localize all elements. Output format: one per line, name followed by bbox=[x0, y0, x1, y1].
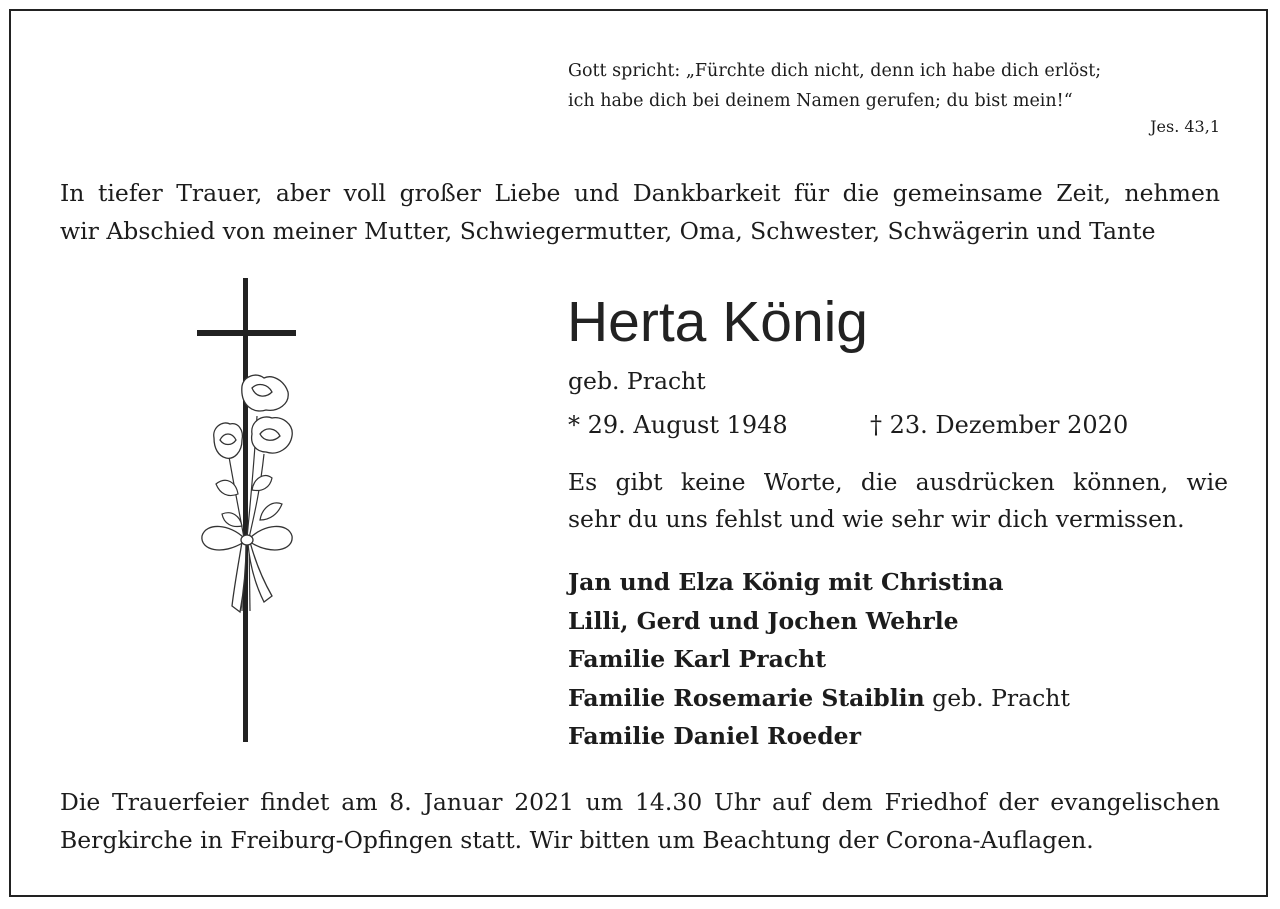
birth-date: * 29. August 1948 bbox=[568, 411, 788, 439]
funeral-info bbox=[60, 783, 1220, 859]
mourner-line: Familie Rosemarie Staiblin geb. Pracht bbox=[568, 683, 1070, 712]
bible-verse bbox=[568, 56, 1220, 138]
verse-reference: Jes. 43,1 bbox=[1150, 117, 1220, 136]
mourner-line: Lilli, Gerd und Jochen Wehrle bbox=[568, 606, 959, 635]
cross-with-roses-icon bbox=[192, 276, 302, 746]
intro-text bbox=[60, 174, 1220, 250]
words-line-2: sehr du uns fehlst und wie sehr wir dich vermissen. bbox=[568, 505, 1185, 533]
birth-name: geb. Pracht bbox=[568, 367, 706, 395]
farewell-words bbox=[568, 464, 1228, 538]
words-line-1: Es gibt keine Worte, die ausdrücken können, wie bbox=[568, 468, 1228, 496]
deceased-name: Herta König bbox=[567, 290, 869, 354]
intro-line-1: In tiefer Trauer, aber voll großer Liebe und Dankbarkeit für die gemeinsame Zeit, nehmen bbox=[60, 179, 1220, 207]
mourners-list bbox=[568, 563, 1070, 756]
mourner-line: Familie Karl Pracht bbox=[568, 645, 827, 673]
verse-line-2: ich habe dich bei deinem Namen gerufen; du bist mein!“ bbox=[568, 91, 1073, 111]
mourner-line: Familie Daniel Roeder bbox=[568, 722, 862, 750]
verse-line-1: Gott spricht: „Fürchte dich nicht, denn ich habe dich erlöst; bbox=[568, 61, 1102, 81]
death-date: † 23. Dezember 2020 bbox=[870, 411, 1129, 439]
intro-line-2: wir Abschied von meiner Mutter, Schwiegermutter, Oma, Schwester, Schwägerin und Tante bbox=[60, 217, 1156, 245]
funeral-line-1: Die Trauerfeier findet am 8. Januar 2021 um 14.30 Uhr auf dem Friedhof der evangelischen bbox=[60, 788, 1220, 816]
life-dates bbox=[568, 406, 1129, 444]
mourner-line: Jan und Elza König mit Christina bbox=[568, 568, 1004, 596]
funeral-line-2: Bergkirche in Freiburg-Opfingen statt. Wir bitten um Beachtung der Corona-Auflagen. bbox=[60, 826, 1094, 854]
